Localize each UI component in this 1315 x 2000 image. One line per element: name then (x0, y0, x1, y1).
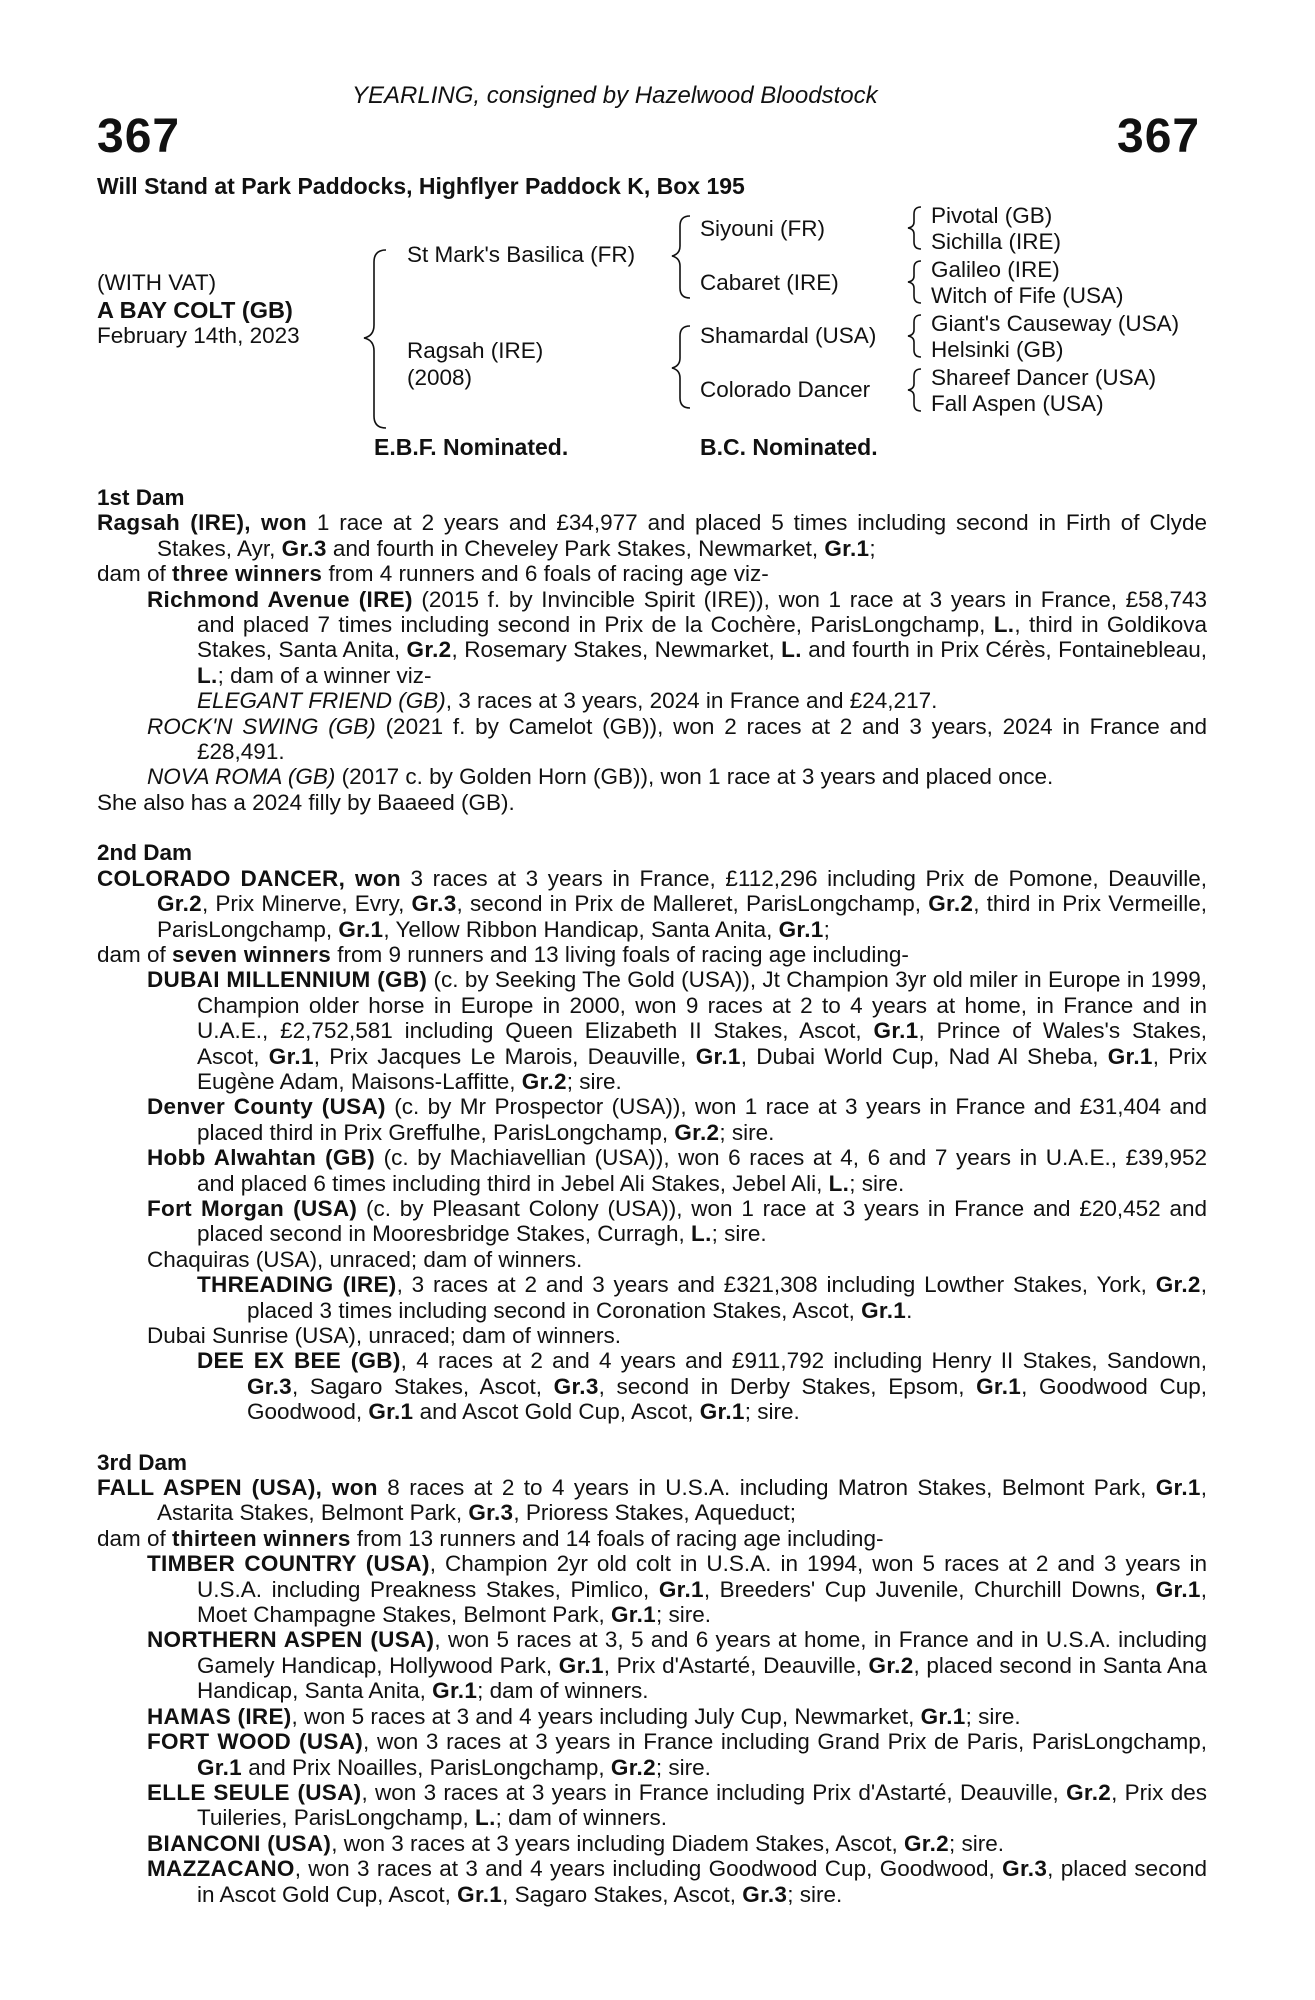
produce-entry (97, 1247, 1207, 1272)
bold-text: Gr.2 (928, 891, 974, 917)
section-heading: 2nd Dam (97, 840, 193, 866)
dam-produce-summary (97, 942, 1207, 967)
text-run: ; sire. (965, 1703, 1021, 1729)
text-run: and Prix Noailles, ParisLongchamp, (241, 1754, 611, 1780)
text-run: ; sire. (655, 1602, 711, 1628)
text-run: , 3 races at 3 years, 2024 in France and £24,217. (445, 688, 938, 714)
bold-text: Gr.1 (457, 1881, 503, 1907)
bold-text: Gr.1 (432, 1678, 478, 1704)
text-run: . (906, 1297, 913, 1323)
text-run: , Champion 2yr old colt in U.S.A. in 1994, won 5 races at 2 and 3 years in U.S.A. including Preakness Stakes, Pimlico, (197, 1551, 1207, 1602)
text-run: ; sire. (787, 1881, 843, 1907)
text-run: , second in Prix de Malleret, ParisLongchamp, (456, 891, 929, 917)
text-run: from 13 runners and 14 foals of racing age including- (350, 1525, 884, 1551)
text-run: , Sagaro Stakes, Ascot, (291, 1373, 554, 1399)
text-run: , Breeders' Cup Juvenile, Churchill Downs, (703, 1576, 1156, 1602)
dam-year: (2008) (407, 365, 473, 390)
dam-dam: Colorado Dancer (700, 377, 871, 402)
bold-text: Gr.2 (674, 1119, 720, 1145)
text-run: 8 races at 2 to 4 years in U.S.A. including Matron Stakes, Belmont Park, (377, 1475, 1156, 1501)
section-heading: 3rd Dam (97, 1449, 188, 1475)
brace-shamardal (908, 315, 921, 357)
produce-entry (97, 1780, 1207, 1831)
main-brace (364, 250, 386, 428)
text-run: (2017 c. by Golden Horn (GB)), won 1 race at 3 years and placed once. (335, 764, 1054, 790)
gsire-4: Witch of Fife (USA) (931, 283, 1124, 308)
lot-number-left: 367 (97, 110, 181, 163)
gsire-6: Helsinki (GB) (931, 337, 1064, 362)
bold-text: ELLE SEULE (USA) (147, 1779, 362, 1805)
gsire-8: Fall Aspen (USA) (931, 391, 1104, 416)
vat-note: (WITH VAT) (97, 270, 217, 295)
text-run: , Prix des Tuileries, ParisLongchamp, (197, 1779, 1207, 1831)
bold-text: Gr.1 (368, 1399, 414, 1425)
catalogue-body (97, 485, 1207, 1932)
text-run: , third in Prix Vermeille, ParisLongchamp, (157, 891, 1207, 942)
bold-text: Gr.1 (873, 1018, 919, 1044)
text-run: , Prix d'Astarté, Deauville, (603, 1652, 869, 1678)
bold-text: Gr.1 (778, 916, 824, 942)
text-run: , won 3 races at 3 years in France including Prix d'Astarté, Deauville, (361, 1779, 1067, 1805)
bold-text: Gr.1 (1107, 1043, 1153, 1069)
produce-entry (97, 1196, 1207, 1247)
text-run: , Prince of Wales's Stakes, Ascot, (197, 1018, 1207, 1069)
text-run: ; dam of winners. (477, 1678, 649, 1704)
text-run: , second in Derby Stakes, Epsom, (598, 1373, 977, 1399)
text-run: , won 3 races at 3 and 4 years including Goodwood Cup, Goodwood, (294, 1856, 1003, 1882)
dam-produce-summary (97, 561, 1207, 586)
lot-number-right: 367 (1117, 110, 1201, 163)
bold-text: Fort Morgan (USA) (147, 1195, 358, 1221)
dam-sire: Shamardal (USA) (700, 323, 877, 348)
text-run: , won 3 races at 3 years including Diadem Stakes, Ascot, (331, 1830, 904, 1856)
text-run: from 9 runners and 13 living foals of racing age including- (331, 941, 909, 967)
bold-text: L. (828, 1170, 850, 1196)
text-run: (2015 f. by Invincible Spirit (IRE)), won 1 race at 3 years in France, £58,743 and placed 7 times including second in Prix de la Cochère, ParisLongchamp, (197, 586, 1207, 638)
bold-text: Gr.3 (411, 891, 457, 917)
text-run: ; sire. (719, 1119, 775, 1145)
text-run: , 3 races at 2 and 3 years and £321,308 including Lowther Stakes, York, (396, 1272, 1156, 1298)
text-run: ; sire. (711, 1221, 767, 1247)
bold-text: Gr.2 (521, 1068, 567, 1094)
gsire-1: Pivotal (GB) (931, 203, 1053, 228)
bold-text: Gr.1 (699, 1399, 745, 1425)
text-run: dam of (97, 561, 173, 587)
bold-text: L. (475, 1805, 496, 1831)
gsire-2: Sichilla (IRE) (931, 229, 1062, 254)
text-run: , won 5 races at 3 and 4 years including July Cup, Newmarket, (291, 1703, 921, 1729)
italic-text: ROCK'N SWING (GB) (147, 713, 376, 739)
text-run: , Prix Jacques Le Marois, Deauville, (313, 1043, 696, 1069)
ebf-nominated: E.B.F. Nominated. (374, 434, 569, 460)
italic-text: NOVA ROMA (GB) (147, 764, 336, 790)
bold-text: Gr.3 (468, 1500, 514, 1526)
bold-text: thirteen winners (172, 1525, 351, 1551)
bold-text: HAMAS (IRE) (147, 1703, 292, 1729)
text-run: , Goodwood Cup, Goodwood, (247, 1373, 1207, 1425)
dam-paragraph (97, 510, 1207, 561)
text-run: , Sagaro Stakes, Ascot, (502, 1881, 743, 1907)
bold-text: MAZZACANO (147, 1856, 295, 1882)
bold-text: Gr.1 (558, 1652, 604, 1678)
text-run: Chaquiras (USA), unraced; dam of winners. (147, 1246, 583, 1272)
italic-text: ELEGANT FRIEND (GB) (197, 688, 446, 714)
section-heading: 1st Dam (97, 485, 185, 510)
produce-entry (97, 967, 1207, 1094)
bold-text: Gr.1 (610, 1602, 656, 1628)
produce-entry (97, 764, 1207, 789)
bold-text: Hobb Alwahtan (GB) (147, 1145, 376, 1171)
text-run: She also has a 2024 filly by Baaeed (GB). (97, 789, 515, 815)
text-run: , Yellow Ribbon Handicap, Santa Anita, (383, 916, 779, 942)
text-run: , Prix Minerve, Evry, (201, 891, 412, 917)
bold-text: Gr.2 (868, 1652, 914, 1678)
sire-dam: Cabaret (IRE) (700, 270, 839, 295)
bold-text: Gr.3 (281, 535, 327, 561)
text-run: and fourth in Prix Cérès, Fontainebleau, (801, 637, 1207, 663)
sire-brace (672, 216, 690, 298)
produce-sub-entry (97, 688, 1207, 713)
bold-text: Gr.1 (658, 1576, 704, 1602)
text-run: ; sire. (655, 1754, 711, 1780)
bold-text: Gr.1 (695, 1043, 741, 1069)
produce-note (97, 790, 1207, 815)
bold-text: DUBAI MILLENNIUM (GB) (147, 967, 428, 993)
text-run: ; sire. (849, 1170, 905, 1196)
text-run: , 4 races at 2 and 4 years and £911,792 including Henry II Stakes, Sandown, (400, 1348, 1207, 1374)
bold-text: Gr.2 (1155, 1272, 1201, 1298)
text-run: (2021 f. by Camelot (GB)), won 2 races at 2 and 3 years, 2024 in France and £28,491. (197, 713, 1208, 765)
text-run: , Astarita Stakes, Belmont Park, (157, 1475, 1207, 1526)
bold-text: Gr.1 (197, 1754, 242, 1780)
text-run: , placed second in Ascot Gold Cup, Ascot, (197, 1856, 1207, 1907)
text-run: , Rosemary Stakes, Newmarket, (451, 637, 782, 663)
bold-text: Gr.1 (920, 1703, 966, 1729)
bold-text: Richmond Avenue (IRE) (147, 586, 413, 612)
text-run: (c. by Pleasant Colony (USA)), won 1 race at 3 years in France and £20,452 and placed second in Mooresbridge Stakes, Curragh, (197, 1195, 1207, 1247)
bold-text: Ragsah (IRE), won (97, 510, 307, 536)
dam-paragraph (97, 1475, 1207, 1526)
text-run: ; sire. (744, 1399, 800, 1425)
text-run: (c. by Mr Prospector (USA)), won 1 race at 3 years in France and £31,404 and placed third in Prix Greffulhe, ParisLongchamp, (197, 1094, 1207, 1145)
consigned-by: YEARLING, consigned by Hazelwood Bloodstock (352, 82, 878, 109)
bold-text: THREADING (IRE) (197, 1272, 397, 1298)
brace-colorado (908, 369, 921, 411)
sire-name: St Mark's Basilica (FR) (407, 242, 636, 267)
bold-text: Gr.2 (1066, 1779, 1112, 1805)
bold-text: L. (691, 1221, 712, 1247)
bold-text: DEE EX BEE (GB) (197, 1348, 401, 1374)
text-run: ; sire. (948, 1830, 1004, 1856)
produce-entry (97, 1551, 1207, 1627)
text-run: ; (869, 535, 876, 561)
text-run: 3 races at 3 years in France, £112,296 including Prix de Pomone, Deauville, (400, 865, 1207, 891)
text-run: , placed second in Santa Ana Handicap, Santa Anita, (197, 1652, 1208, 1704)
dam-brace (672, 326, 690, 408)
produce-entry (97, 1145, 1207, 1196)
produce-entry (97, 1729, 1207, 1780)
produce-entry (97, 1704, 1207, 1729)
bold-text: Gr.1 (1155, 1576, 1201, 1602)
text-run: (c. by Seeking The Gold (USA)), Jt Champion 3yr old miler in Europe in 1999, Champion older horse in Europe in 2000, won 9 races at 2 to 4 years at home, in France and in U.A.E., £2,752,581 including Queen Elizabeth II Stakes, Ascot, (197, 967, 1207, 1044)
bold-text: Gr.2 (904, 1830, 949, 1856)
text-run: ; dam of a winner viz- (217, 662, 432, 688)
dam-paragraph (97, 866, 1207, 942)
horse-dob: February 14th, 2023 (97, 323, 300, 348)
bold-text: L. (993, 612, 1015, 638)
bold-text: Gr.2 (610, 1754, 656, 1780)
text-run: and Ascot Gold Cup, Ascot, (413, 1399, 700, 1425)
bold-text: TIMBER COUNTRY (USA) (147, 1551, 430, 1577)
bold-text: Denver County (USA) (147, 1094, 386, 1120)
bold-text: NORTHERN ASPEN (USA) (147, 1627, 435, 1653)
produce-entry (97, 1627, 1207, 1703)
bold-text: Gr.3 (1002, 1856, 1048, 1882)
bold-text: FALL ASPEN (USA), won (97, 1475, 378, 1501)
bold-text: L. (781, 637, 802, 663)
bold-text: BIANCONI (USA) (147, 1830, 332, 1856)
produce-entry (97, 1323, 1207, 1348)
bc-nominated: B.C. Nominated. (700, 434, 878, 460)
bold-text: Gr.1 (268, 1043, 314, 1069)
bold-text: L. (197, 662, 218, 688)
first-dam-section (97, 485, 1207, 815)
brace-siyouni (908, 207, 921, 249)
produce-entry (97, 1831, 1207, 1856)
text-run: , Moet Champagne Stakes, Belmont Park, (197, 1576, 1207, 1628)
text-run: ; dam of winners. (495, 1805, 667, 1831)
text-run: , Dubai World Cup, Nad Al Sheba, (740, 1043, 1108, 1069)
text-run: , Prioress Stakes, Aqueduct; (513, 1500, 797, 1526)
text-run: dam of (97, 941, 173, 967)
bold-text: Gr.3 (742, 1881, 788, 1907)
dam-produce-summary (97, 1526, 1207, 1551)
text-run: , placed 3 times including second in Coronation Stakes, Ascot, (247, 1272, 1207, 1323)
bold-text: Gr.1 (861, 1297, 907, 1323)
bold-text: Gr.2 (157, 891, 202, 917)
brace-cabaret (908, 261, 921, 303)
bold-text: Gr.2 (406, 637, 452, 663)
third-dam-section (97, 1450, 1207, 1907)
produce-entry (97, 1094, 1207, 1145)
sire-sire: Siyouni (FR) (700, 216, 826, 241)
gsire-7: Shareef Dancer (USA) (931, 365, 1157, 390)
bold-text: Gr.1 (824, 535, 870, 561)
dam-name: Ragsah (IRE) (407, 338, 544, 363)
text-run: dam of (97, 1525, 173, 1551)
bold-text: Gr.1 (338, 916, 384, 942)
text-run: , won 5 races at 3, 5 and 6 years at home, in France and in U.S.A. including Gamely Handicap, Hollywood Park, (197, 1627, 1207, 1678)
second-dam-section (97, 840, 1207, 1424)
gsire-5: Giant's Causeway (USA) (931, 311, 1180, 336)
bold-text: Gr.3 (247, 1373, 292, 1399)
produce-sub-entry (97, 1348, 1207, 1424)
produce-entry (97, 1856, 1207, 1907)
text-run: , Prix Eugène Adam, Maisons-Laffitte, (197, 1043, 1207, 1094)
bold-text: three winners (172, 561, 323, 587)
horse-name: A BAY COLT (GB) (97, 297, 293, 323)
produce-entry (97, 587, 1207, 689)
bold-text: Gr.3 (553, 1373, 599, 1399)
text-run: ; (823, 916, 830, 942)
bold-text: Gr.1 (976, 1373, 1022, 1399)
pedigree-brackets (0, 0, 1315, 460)
stand-location: Will Stand at Park Paddocks, Highflyer Paddock K, Box 195 (97, 173, 745, 199)
produce-sub-entry (97, 1272, 1207, 1323)
bold-text: Gr.1 (1155, 1475, 1201, 1501)
text-run: (c. by Machiavellian (USA)), won 6 races at 4, 6 and 7 years in U.A.E., £39,952 and placed 6 times including third in Jebel Ali Stakes, Jebel Ali, (197, 1145, 1208, 1196)
text-run: , third in Goldikova Stakes, Santa Anita, (197, 612, 1207, 663)
text-run: and fourth in Cheveley Park Stakes, Newmarket, (326, 535, 825, 561)
text-run: , won 3 races at 3 years in France including Grand Prix de Paris, ParisLongchamp, (363, 1729, 1207, 1755)
gsire-3: Galileo (IRE) (931, 257, 1060, 282)
text-run: Dubai Sunrise (USA), unraced; dam of winners. (147, 1323, 621, 1348)
bold-text: FORT WOOD (USA) (147, 1729, 364, 1755)
bold-text: COLORADO DANCER, won (97, 865, 401, 891)
bold-text: seven winners (172, 941, 332, 967)
text-run: 1 race at 2 years and £34,977 and placed 5 times including second in Firth of Clyde Stakes, Ayr, (157, 510, 1207, 561)
text-run: from 4 runners and 6 foals of racing age viz- (322, 561, 769, 587)
produce-entry (97, 714, 1207, 765)
text-run: ; sire. (566, 1068, 622, 1094)
